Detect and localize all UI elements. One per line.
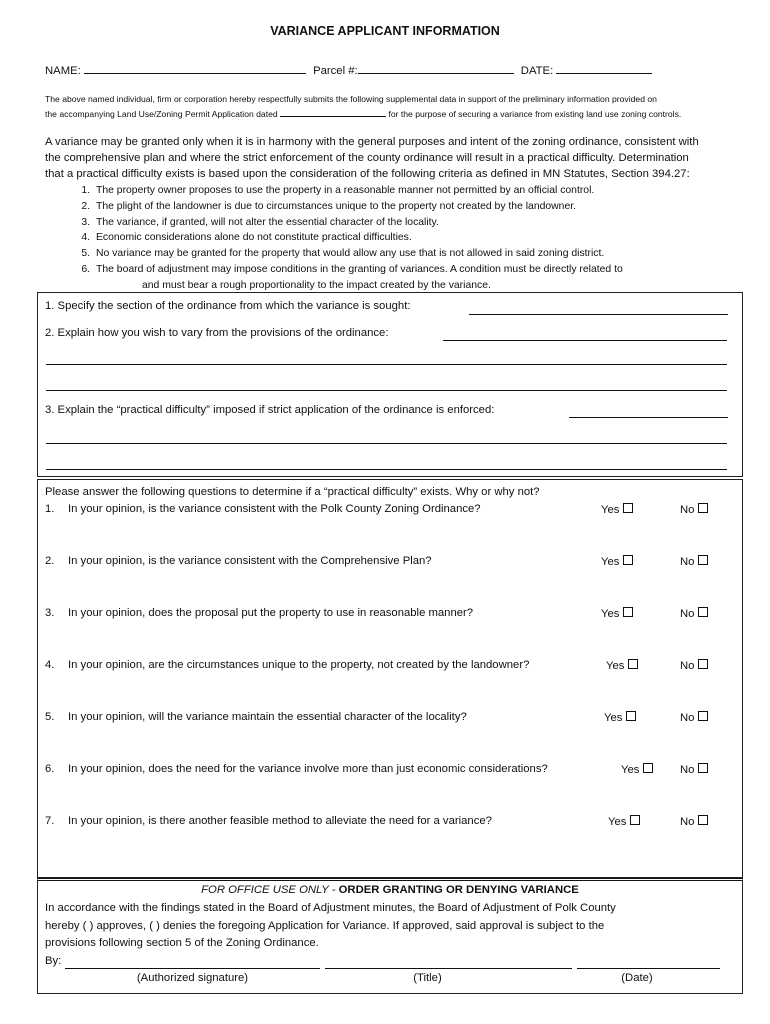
list-item: 5. No variance may be granted for the property that would allow any use that is not allowed in said zoning district.: [81, 248, 605, 260]
yes-checkbox[interactable]: [623, 607, 633, 617]
pd-question-4-yes[interactable]: Yes: [606, 659, 638, 672]
question-3-answer-line-3[interactable]: [46, 469, 727, 470]
date-label: DATE:: [520, 65, 554, 77]
no-checkbox[interactable]: [698, 607, 708, 617]
pd-question-3: 3. In your opinion, does the proposal put the property to use in reasonable manner?: [45, 607, 474, 619]
question-2-answer-line-3[interactable]: [46, 390, 727, 391]
signature-date-field[interactable]: [577, 968, 720, 969]
date-field[interactable]: [556, 60, 652, 74]
no-checkbox[interactable]: [698, 659, 708, 669]
no-checkbox[interactable]: [698, 763, 708, 773]
criteria-para-2: the comprehensive plan and where the strict enforcement of the county ordinance will result in a practical difficulty. Determination: [45, 152, 689, 164]
question-2-label: 2. Explain how you wish to vary from the provisions of the ordinance:: [45, 327, 389, 339]
question-2-answer-field[interactable]: [443, 340, 727, 341]
intro-line-2a: the accompanying Land Use/Zoning Permit Application dated: [45, 109, 278, 119]
by-label: By:: [45, 955, 62, 967]
pd-question-7: 7. In your opinion, is there another feasible method to alleviate the need for a variance?: [45, 815, 492, 827]
pd-question-6-yes[interactable]: Yes: [621, 763, 653, 776]
no-checkbox[interactable]: [698, 711, 708, 721]
ordinance-section-box: [37, 292, 743, 477]
list-item: 6. The board of adjustment may impose conditions in the granting of variances. A condition must be directly related to: [81, 263, 623, 275]
date-label-bottom: (Date): [621, 972, 653, 984]
title-label: (Title): [413, 972, 442, 984]
question-3-answer-line-2[interactable]: [46, 443, 727, 444]
list-item: 2. The plight of the landowner is due to circumstances unique to the property not created by the landowner.: [81, 200, 576, 212]
pd-question-1: 1. In your opinion, is the variance consistent with the Polk County Zoning Ordinance?: [45, 503, 481, 515]
page-title: VARIANCE APPLICANT INFORMATION: [270, 24, 500, 38]
pd-question-7-no[interactable]: No: [680, 815, 708, 828]
question-2-answer-line-2[interactable]: [46, 364, 727, 365]
authorized-signature-label: (Authorized signature): [136, 972, 249, 984]
pd-question-6: 6. In your opinion, does the need for the variance involve more than just economic considerations?: [45, 763, 548, 775]
yes-checkbox[interactable]: [628, 659, 638, 669]
pd-question-7-yes[interactable]: Yes: [608, 815, 640, 828]
list-item: 1. The property owner proposes to use the property in a reasonable manner not permitted by an official control.: [81, 185, 595, 196]
no-checkbox[interactable]: [698, 503, 708, 513]
pd-question-3-yes[interactable]: Yes: [601, 607, 633, 620]
yes-checkbox[interactable]: [643, 763, 653, 773]
header-fields-row: [45, 60, 652, 77]
authorized-signature-field[interactable]: [65, 968, 320, 969]
pd-question-2-no[interactable]: No: [680, 555, 708, 568]
office-use-heading: [37, 884, 743, 896]
name-label: NAME:: [45, 65, 81, 77]
office-use-heading-italic: FOR OFFICE USE ONLY -: [201, 884, 339, 896]
criteria-list: [72, 183, 623, 294]
yes-checkbox[interactable]: [623, 503, 633, 513]
office-use-line-2: hereby ( ) approves, ( ) denies the foregoing Application for Variance. If approved, said approval is subject to the: [45, 920, 605, 932]
yes-checkbox[interactable]: [626, 711, 636, 721]
office-use-line-1: In accordance with the findings stated in the Board of Adjustment minutes, the Board of Adjustment of Polk County: [45, 902, 616, 914]
pd-question-4-no[interactable]: No: [680, 659, 708, 672]
list-item: 3. The variance, if granted, will not alter the essential character of the locality.: [81, 216, 439, 228]
intro-line-2b: for the purpose of securing a variance from existing land use zoning controls.: [388, 109, 682, 119]
pd-question-1-yes[interactable]: Yes: [601, 503, 633, 516]
parcel-label: Parcel #:: [313, 65, 358, 77]
pd-question-2-yes[interactable]: Yes: [601, 555, 633, 568]
pd-question-6-no[interactable]: No: [680, 763, 708, 776]
pd-question-2: 2. In your opinion, is the variance consistent with the Comprehensive Plan?: [45, 555, 432, 567]
no-checkbox[interactable]: [698, 815, 708, 825]
yes-checkbox[interactable]: [630, 815, 640, 825]
intro-line-1: The above named individual, firm or corporation hereby respectfully submits the following supplemental data in support of the preliminary information provided on: [45, 94, 657, 104]
criteria-para-1: A variance may be granted only when it is in harmony with the general purposes and intent of the zoning ordinance, consistent with: [45, 136, 699, 148]
office-use-heading-bold: ORDER GRANTING OR DENYING VARIANCE: [338, 884, 579, 896]
question-3-answer-field[interactable]: [569, 417, 728, 418]
criteria-para-3: that a practical difficulty exists is based upon the consideration of the following criteria as defined in MN Statutes, Section 394.27:: [45, 168, 690, 180]
name-field[interactable]: [84, 60, 306, 74]
pd-question-1-no[interactable]: No: [680, 503, 708, 516]
application-date-field[interactable]: [280, 107, 386, 117]
office-use-line-3: provisions following section 5 of the Zoning Ordinance.: [45, 937, 319, 949]
pd-question-5-no[interactable]: No: [680, 711, 708, 724]
pd-question-3-no[interactable]: No: [680, 607, 708, 620]
list-item-continuation: and must bear a rough proportionality to the impact created by the variance.: [142, 279, 491, 291]
question-3-label: 3. Explain the “practical difficulty” imposed if strict application of the ordinance is enforced:: [45, 404, 495, 416]
parcel-field[interactable]: [358, 60, 514, 74]
yes-checkbox[interactable]: [623, 555, 633, 565]
no-checkbox[interactable]: [698, 555, 708, 565]
pd-question-5: 5. In your opinion, will the variance maintain the essential character of the locality?: [45, 711, 467, 723]
title-field[interactable]: [325, 968, 572, 969]
question-1-answer-field[interactable]: [469, 314, 728, 315]
practical-difficulty-intro: Please answer the following questions to determine if a “practical difficulty” exists. Why or why not?: [45, 486, 540, 498]
pd-question-5-yes[interactable]: Yes: [604, 711, 636, 724]
pd-question-4: 4. In your opinion, are the circumstances unique to the property, not created by the landowner?: [45, 659, 530, 671]
list-item: 4. Economic considerations alone do not constitute practical difficulties.: [81, 232, 412, 244]
question-1-label: 1. Specify the section of the ordinance from which the variance is sought:: [45, 300, 411, 312]
intro-line-2: [45, 107, 681, 119]
